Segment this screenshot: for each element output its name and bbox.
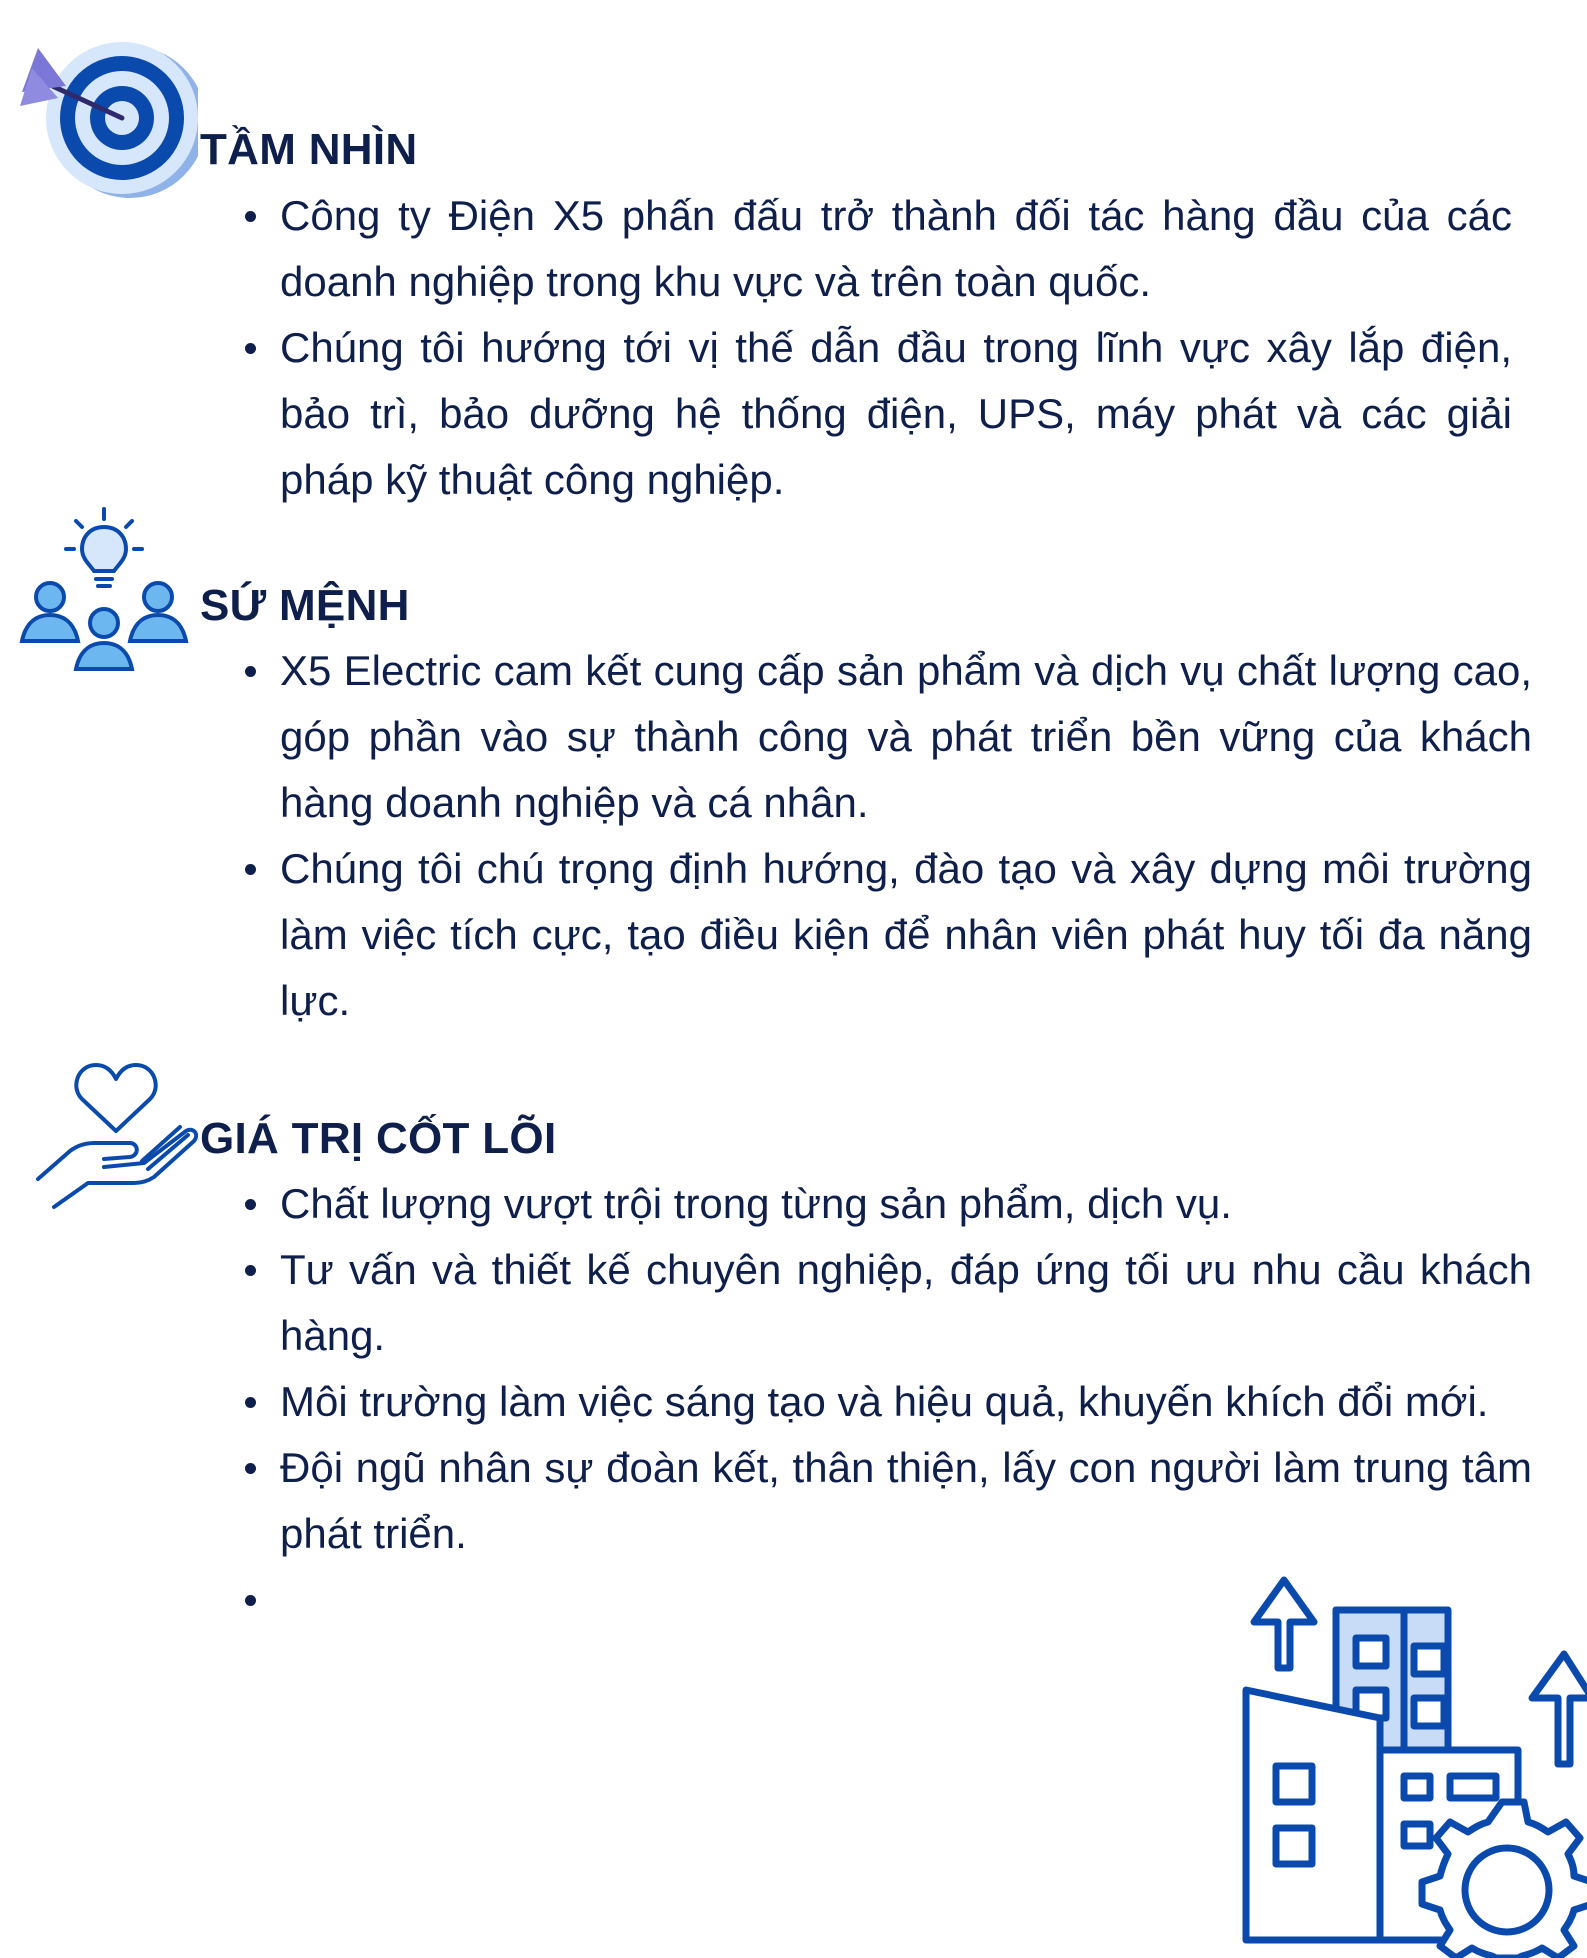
- mission-bullet-list: [280, 638, 1532, 1034]
- core-values-bullet: Môi trường làm việc sáng tạo và hiệu quả, khuyến khích đổi mới.: [280, 1369, 1532, 1435]
- mission-bullet: Chúng tôi chú trọng định hướng, đào tạo và xây dựng môi trường làm việc tích cực, tạo điều kiện để nhân viên phát huy tối đa năng lực.: [280, 836, 1532, 1034]
- core-values-bullet-list: [280, 1171, 1532, 1633]
- lightbulb-team-icon: [18, 505, 190, 675]
- target-icon: [18, 40, 198, 210]
- vision-bullet: Chúng tôi hướng tới vị thế dẫn đầu trong lĩnh vực xây lắp điện, bảo trì, bảo dưỡng hệ thống điện, UPS, máy phát và các giải pháp kỹ thuật công nghiệp.: [280, 315, 1512, 513]
- core-values-title: GIÁ TRỊ CỐT LÕI: [200, 1114, 557, 1163]
- vision-bullet: Công ty Điện X5 phấn đấu trở thành đối tác hàng đầu của các doanh nghiệp trong khu vực và trên toàn quốc.: [280, 183, 1512, 315]
- heart-hand-icon: [30, 1055, 205, 1215]
- core-values-bullet: Đội ngũ nhân sự đoàn kết, thân thiện, lấy con người làm trung tâm phát triển.: [280, 1435, 1532, 1567]
- vision-bullet-list: [280, 183, 1512, 513]
- vision-title: TẦM NHÌN: [200, 125, 418, 174]
- core-values-bullet-empty: [280, 1567, 1532, 1633]
- mission-title: SỨ MỆNH: [200, 581, 410, 630]
- mission-bullet: X5 Electric cam kết cung cấp sản phẩm và dịch vụ chất lượng cao, góp phần vào sự thành công và phát triển bền vững của khách hàng doanh nghiệp và cá nhân.: [280, 638, 1532, 836]
- core-values-bullet: Chất lượng vượt trội trong từng sản phẩm, dịch vụ.: [280, 1171, 1532, 1237]
- core-values-bullet: Tư vấn và thiết kế chuyên nghiệp, đáp ứng tối ưu nhu cầu khách hàng.: [280, 1237, 1532, 1369]
